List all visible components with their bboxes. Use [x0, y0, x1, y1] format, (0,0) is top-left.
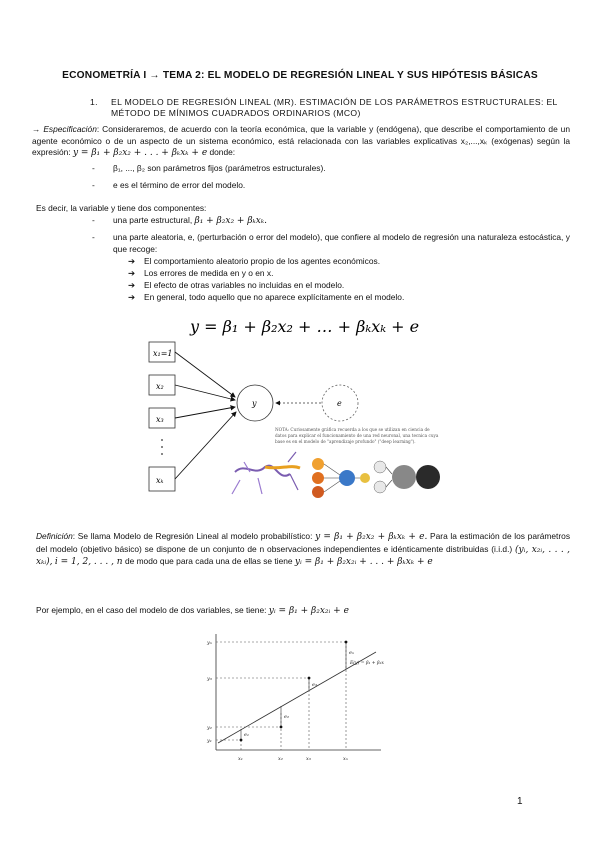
- x-tick: x₂: [278, 756, 283, 762]
- specification-paragraph: [32, 124, 570, 160]
- specification-label: → Especificación: [32, 124, 97, 134]
- arrow-x3: [175, 407, 235, 418]
- components-intro: Es decir, la variable y tiene dos componentes:: [36, 203, 207, 213]
- diagram-note-line: datos para explicar el funcionamiento de una red neuronal, una tecnica cuya: [275, 433, 439, 438]
- random-bullet: - una parte aleatoria, e, (perturbación o error del modelo), que confiere al modelo de regresión una naturaleza estocástica, y que recoge:: [92, 232, 570, 254]
- error-label: eₙ: [349, 650, 354, 656]
- input-x3: x₃: [156, 415, 164, 424]
- input-x1: x₁=1: [153, 349, 173, 358]
- structural-equation: β₁ + β₂x₂ + βₖxₖ.: [194, 216, 268, 226]
- section-title: EL MODELO DE REGRESIÓN LINEAL (MR). ESTIMACIÓN DE LOS PARÁMETROS ESTRUCTURALES: EL MÉTODO DE MÍNIMOS CUADRADOS ORDINARIOS (MCO): [111, 97, 558, 118]
- input-x2: x₂: [156, 382, 164, 391]
- error-bullet: - e es el término de error del modelo.: [92, 180, 246, 190]
- example-paragraph: Por ejemplo, en el caso del modelo de dos variables, se tiene: yᵢ = β₁ + β₂x₂ᵢ + e: [36, 605, 349, 616]
- arrow-xk: [175, 412, 236, 479]
- neuron-illustration: [232, 452, 300, 494]
- error-label: e₃: [312, 682, 317, 688]
- y-tick: y₁: [207, 738, 212, 744]
- definition-paragraph: Definición: Se llama Modelo de Regresión Lineal al modelo probabilístico: y = β₁ + β₂x₂ + βₖxₖ + e. Para la estimación de los parámetros del modelo (objetivo básico) se dispone de un conjunto de n observaciones independientes e idénticamente distribuidas (i.i.d.) (yᵢ, x₂ᵢ, . . . , xₖᵢ), i = 1, 2, . . . , n de modo que para cada una de ellas se tiene yᵢ = β₁ + β₂x₂ᵢ + . . . + βₖxₖ + e: [36, 531, 571, 568]
- error-label: e₂: [284, 714, 289, 720]
- specification-equation: y = β₁ + β₂x₂ + . . . + βₖxₖ + e: [72, 148, 208, 159]
- x-tick: x₁: [238, 756, 243, 762]
- error-label: e₁: [244, 732, 249, 738]
- example-equation: yᵢ = β₁ + β₂x₂ᵢ + e: [268, 606, 349, 616]
- arrow-x2: [175, 385, 235, 400]
- guide-lines: [216, 642, 346, 750]
- definition-label: Definición: [36, 531, 73, 541]
- regression-line-plot: [196, 630, 396, 770]
- random-item: ➔ El comportamiento aleatorio propio de los agentes económicos.: [128, 256, 381, 266]
- x-tick: xₙ: [343, 756, 348, 762]
- observation-equation: yᵢ = β₁ + β₂x₂ᵢ + . . . + βₖxₖ + e: [294, 557, 433, 568]
- page-title: ECONOMETRÍA I → TEMA 2: EL MODELO DE REGRESIÓN LINEAL Y SUS HIPÓTESIS BÁSICAS: [62, 70, 538, 81]
- y-tick: y₂: [207, 725, 212, 731]
- input-xk: xₖ: [156, 476, 164, 485]
- node-e-label: e: [337, 399, 342, 408]
- random-item: ➔ En general, todo aquello que no aparece explícitamente en el modelo.: [128, 292, 405, 302]
- section-heading: [92, 97, 570, 119]
- y-tick: yₙ: [207, 640, 212, 646]
- section-number: 1.: [90, 97, 98, 107]
- observation-tuple: (yᵢ, x₂ᵢ, . . . , xₖᵢ),: [36, 544, 571, 568]
- structural-bullet: - una parte estructural, β₁ + β₂x₂ + βₖxₖ.: [92, 215, 268, 226]
- regression-line-label: E(y) = β₁ + β₂x: [350, 661, 384, 666]
- diagram-note-line: base es en el modelo de "aprendizaje profundo" ("deep learning").: [275, 439, 416, 444]
- random-item: ➔ Los errores de medida en y o en x.: [128, 268, 274, 278]
- regression-diagram: [140, 312, 460, 522]
- arrow-x1: [175, 352, 235, 397]
- random-item: ➔ El efecto de otras variables no incluidas en el modelo.: [128, 280, 345, 290]
- observation-index: i = 1, 2, . . . , n: [54, 557, 123, 568]
- x-tick: x₃: [306, 756, 311, 762]
- definition-equation: y = β₁ + β₂x₂ + βₖxₖ + e.: [315, 532, 428, 542]
- diagram-equation: y = β₁ + β₂x₂ + … + βₖxₖ + e: [190, 317, 420, 336]
- ellipsis-dots: [161, 439, 163, 455]
- node-y-label: y: [252, 399, 257, 408]
- data-points: [240, 641, 348, 742]
- diagram-note-line: NOTA: Curiosamente gráfica recuerda a los que se utilizan en ciencia de: [275, 427, 430, 432]
- page-number: 1: [517, 796, 523, 807]
- y-tick: y₃: [207, 676, 212, 682]
- parameters-bullet: - β₁, ..., β₂ son parámetros fijos (parámetros estructurales).: [92, 163, 326, 173]
- specification-where: donde:: [209, 147, 236, 158]
- neural-network-illustration: [312, 458, 440, 498]
- error-segments: [241, 642, 346, 740]
- specification-text: : Consideraremos, de acuerdo con la teoría económica, que la variable y (endógena), que describe el comportamiento de un agente económico o de un aspecto de un sistema económico, está relacionada con las variables explicativas x₂,...,xₖ (exógenas) según la expresión:: [32, 124, 570, 158]
